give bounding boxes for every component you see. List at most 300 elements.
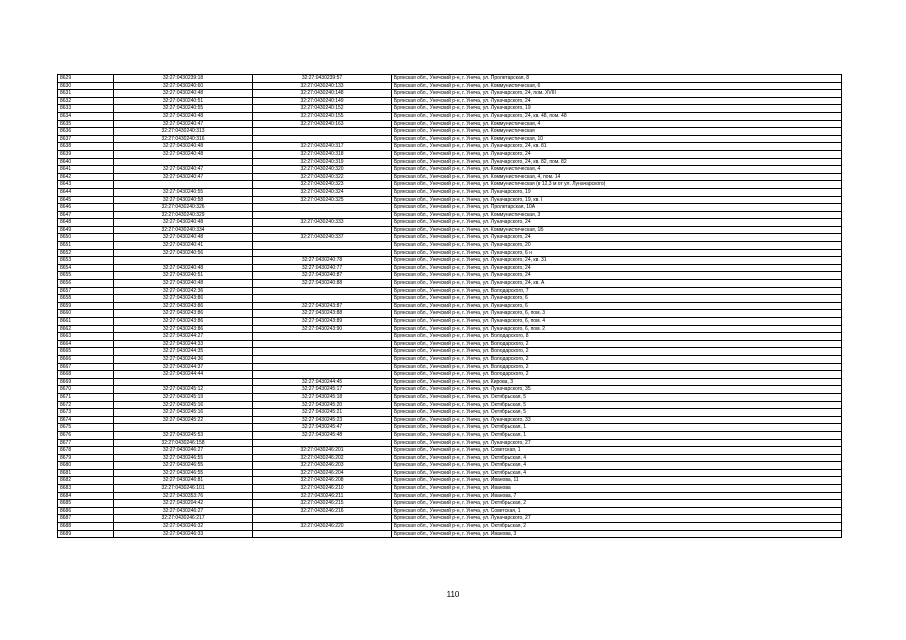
address-cell: Брянская обл., Унечский р-н, г. Унеча, ул. Луначарского, 24, кв. 82, пом. 82 bbox=[392, 158, 842, 166]
row-number-cell: 8639 bbox=[58, 150, 114, 158]
address-cell: Брянская обл., Унечский р-н, г. Унеча, ул. Луначарского, 27 bbox=[392, 515, 842, 523]
address-cell: Брянская обл., Унечский р-н, г. Унеча, ул. Советская, 1 bbox=[392, 447, 842, 455]
table-row bbox=[58, 447, 842, 455]
building-number-cell: 32:27:0430240:148 bbox=[253, 90, 392, 98]
table-row bbox=[58, 409, 842, 417]
address-cell: Брянская обл., Унечский р-н, г. Унеча, ул. Луначарского, 6 bbox=[392, 295, 842, 303]
address-cell: Брянская обл., Унечский р-н, г. Унеча, ул. Иванова bbox=[392, 485, 842, 493]
table-row bbox=[58, 196, 842, 204]
address-cell: Брянская обл., Унечский р-н, г. Унеча, ул. Луначарского, 35 bbox=[392, 386, 842, 394]
address-cell: Брянская обл., Унечский р-н, г. Унеча, ул. Иванова, 7 bbox=[392, 492, 842, 500]
parcel-number-cell: 32:27:0430240:48 bbox=[114, 112, 253, 120]
building-number-cell: 32:27:0430240:155 bbox=[253, 112, 392, 120]
table-row bbox=[58, 500, 842, 508]
building-number-cell bbox=[253, 355, 392, 363]
row-number-cell: 8664 bbox=[58, 340, 114, 348]
table-row bbox=[58, 82, 842, 90]
table-row bbox=[58, 150, 842, 158]
building-number-cell: 32:27:0430240:319 bbox=[253, 158, 392, 166]
parcel-number-cell: 32:27:0430243:86 bbox=[114, 295, 253, 303]
table-row bbox=[58, 105, 842, 113]
building-number-cell: 32:27:0430246:208 bbox=[253, 477, 392, 485]
row-number-cell: 8652 bbox=[58, 249, 114, 257]
parcel-number-cell: 32:27:0430245:16 bbox=[114, 409, 253, 417]
table-row bbox=[58, 348, 842, 356]
building-number-cell: 32:27:0430246:210 bbox=[253, 485, 392, 493]
building-number-cell: 32:27:0430240:88 bbox=[253, 280, 392, 288]
building-number-cell: 32:27:0430244:45 bbox=[253, 378, 392, 386]
address-cell: Брянская обл., Унечский р-н, г. Унеча, ул. Володарского, 2 bbox=[392, 363, 842, 371]
parcel-number-cell: 32:27:0430240:316 bbox=[114, 135, 253, 143]
row-number-cell: 8645 bbox=[58, 196, 114, 204]
row-number-cell: 8685 bbox=[58, 500, 114, 508]
table-row bbox=[58, 112, 842, 120]
address-cell: Брянская обл., Унечский р-н, г. Унеча, ул. Луначарского, 24 bbox=[392, 219, 842, 227]
parcel-number-cell: 32:27:0430239:18 bbox=[114, 75, 253, 83]
row-number-cell: 8661 bbox=[58, 318, 114, 326]
row-number-cell: 8630 bbox=[58, 82, 114, 90]
row-number-cell: 8655 bbox=[58, 272, 114, 280]
building-number-cell: 32:27:0430246:204 bbox=[253, 469, 392, 477]
row-number-cell: 8688 bbox=[58, 523, 114, 531]
table-row bbox=[58, 485, 842, 493]
parcel-number-cell: 32:27:0430244:36 bbox=[114, 355, 253, 363]
parcel-number-cell bbox=[114, 181, 253, 189]
parcel-number-cell: 32:27:0430243:86 bbox=[114, 302, 253, 310]
table-row bbox=[58, 431, 842, 439]
address-cell: Брянская обл., Унечский р-н, г. Унеча, ул. Коммунистическая, 3 bbox=[392, 211, 842, 219]
address-cell: Брянская обл., Унечский р-н, г. Унеча, ул. Октябрьская, 1 bbox=[392, 431, 842, 439]
building-number-cell bbox=[253, 204, 392, 212]
row-number-cell: 8632 bbox=[58, 97, 114, 105]
building-number-cell: 32:27:0430240:78 bbox=[253, 257, 392, 265]
table-row bbox=[58, 272, 842, 280]
row-number-cell: 8673 bbox=[58, 409, 114, 417]
row-number-cell: 8646 bbox=[58, 204, 114, 212]
address-cell: Брянская обл., Унечский р-н, г. Унеча, ул. Коммунистическая bbox=[392, 128, 842, 136]
parcel-number-cell: 32:27:0430240:48 bbox=[114, 264, 253, 272]
address-cell: Брянская обл., Унечский р-н, г. Унеча, ул. Луначарского, 24 bbox=[392, 150, 842, 158]
row-number-cell: 8667 bbox=[58, 363, 114, 371]
building-number-cell: 32:27:0430245:20 bbox=[253, 401, 392, 409]
parcel-number-cell: 32:27:0430245:19 bbox=[114, 393, 253, 401]
row-number-cell: 8638 bbox=[58, 143, 114, 151]
table-row bbox=[58, 424, 842, 432]
building-number-cell: 32:27:0430246:202 bbox=[253, 454, 392, 462]
address-cell: Брянская обл., Унечский р-н, г. Унеча, ул. Иванова, 3 bbox=[392, 530, 842, 538]
row-number-cell: 8642 bbox=[58, 173, 114, 181]
building-number-cell: 32:27:0430245:21 bbox=[253, 409, 392, 417]
building-number-cell bbox=[253, 295, 392, 303]
address-cell: Брянская обл., Унечский р-н, г. Унеча, ул. Луначарского, 20 bbox=[392, 242, 842, 250]
parcel-number-cell: 32:27:0430245:53 bbox=[114, 431, 253, 439]
table-row bbox=[58, 355, 842, 363]
address-cell: Брянская обл., Унечский р-н, г. Унеча, ул. Володарского, 2 bbox=[392, 371, 842, 379]
address-cell: Брянская обл., Унечский р-н, г. Унеча, ул. Коммунистическая, 10 bbox=[392, 135, 842, 143]
address-cell: Брянская обл., Унечский р-н, г. Унеча, ул. Пролетарская, 8 bbox=[392, 75, 842, 83]
address-cell: Брянская обл., Унечский р-н, г. Унеча, ул. Володарского, 2 bbox=[392, 355, 842, 363]
address-cell: Брянская обл., Унечский р-н, г. Унеча, ул. Луначарского, 6, пом. 2 bbox=[392, 325, 842, 333]
parcel-number-cell: 32:27:0430246:55 bbox=[114, 462, 253, 470]
table-row bbox=[58, 477, 842, 485]
row-number-cell: 8674 bbox=[58, 416, 114, 424]
address-cell: Брянская обл., Унечский р-н, г. Унеча, ул. Луначарского, 24, кв. 48, пом. 48 bbox=[392, 112, 842, 120]
parcel-number-cell: 32:27:0430240:47 bbox=[114, 120, 253, 128]
building-number-cell: 32:27:0430246:215 bbox=[253, 500, 392, 508]
address-cell: Брянская обл., Унечский р-н, г. Унеча, ул. Иванова, 11 bbox=[392, 477, 842, 485]
address-cell: Брянская обл., Унечский р-н, г. Унеча, ул. Октябрьская, 5 bbox=[392, 401, 842, 409]
address-cell: Брянская обл., Унечский р-н, г. Унеча, ул. Луначарского, 24, пом. XVIII bbox=[392, 90, 842, 98]
table-row bbox=[58, 97, 842, 105]
parcel-number-cell bbox=[114, 378, 253, 386]
table-row bbox=[58, 386, 842, 394]
row-number-cell: 8637 bbox=[58, 135, 114, 143]
parcel-number-cell: 32:27:0430243:86 bbox=[114, 310, 253, 318]
table-row bbox=[58, 143, 842, 151]
table-row bbox=[58, 363, 842, 371]
building-number-cell: 32:27:0430240:325 bbox=[253, 196, 392, 204]
table-row bbox=[58, 318, 842, 326]
parcel-number-cell: 32:27:0430246:55 bbox=[114, 469, 253, 477]
address-cell: Брянская обл., Унечский р-н, г. Унеча, ул. Октябрьская, 5 bbox=[392, 393, 842, 401]
address-cell: Брянская обл., Унечский р-н, г. Унеча, ул. Володарского, 2 bbox=[392, 348, 842, 356]
row-number-cell: 8633 bbox=[58, 105, 114, 113]
building-number-cell bbox=[253, 211, 392, 219]
row-number-cell: 8636 bbox=[58, 128, 114, 136]
row-number-cell: 8669 bbox=[58, 378, 114, 386]
address-cell: Брянская обл., Унечский р-н, г. Унеча, ул. Коммунистическая (в 12,3 м от ул. Луначарского) bbox=[392, 181, 842, 189]
table-row bbox=[58, 310, 842, 318]
table-row bbox=[58, 90, 842, 98]
parcel-number-cell: 32:27:0430245:16 bbox=[114, 401, 253, 409]
parcel-number-cell: 32:27:0430240:48 bbox=[114, 280, 253, 288]
table-row bbox=[58, 393, 842, 401]
parcel-number-cell: 32:27:0430246:32 bbox=[114, 523, 253, 531]
address-cell: Брянская обл., Унечский р-н, г. Унеча, ул. Володарского, 2 bbox=[392, 340, 842, 348]
address-cell: Брянская обл., Унечский р-н, г. Унеча, ул. Коммунистическая, 6 bbox=[392, 82, 842, 90]
row-number-cell: 8666 bbox=[58, 355, 114, 363]
row-number-cell: 8662 bbox=[58, 325, 114, 333]
parcel-number-cell: 32:27:0430240:329 bbox=[114, 211, 253, 219]
row-number-cell: 8681 bbox=[58, 469, 114, 477]
row-number-cell: 8684 bbox=[58, 492, 114, 500]
row-number-cell: 8687 bbox=[58, 515, 114, 523]
table-row bbox=[58, 302, 842, 310]
table-row bbox=[58, 75, 842, 83]
address-cell: Брянская обл., Унечский р-н, г. Унеча, ул. Октябрьская, 4 bbox=[392, 469, 842, 477]
table-row bbox=[58, 242, 842, 250]
building-number-cell: 32:27:0430240:163 bbox=[253, 120, 392, 128]
table-row bbox=[58, 454, 842, 462]
row-number-cell: 8656 bbox=[58, 280, 114, 288]
row-number-cell: 8649 bbox=[58, 226, 114, 234]
parcel-number-cell: 32:27:0430246:27 bbox=[114, 507, 253, 515]
building-number-cell: 32:27:0430243:89 bbox=[253, 318, 392, 326]
address-cell: Брянская обл., Унечский р-н, г. Унеча, ул. Луначарского, 19 bbox=[392, 188, 842, 196]
parcel-number-cell: 32:27:0430240:41 bbox=[114, 242, 253, 250]
row-number-cell: 8660 bbox=[58, 310, 114, 318]
parcel-number-cell: 32:27:0430245:12 bbox=[114, 386, 253, 394]
row-number-cell: 8647 bbox=[58, 211, 114, 219]
building-number-cell: 32:27:0430239:57 bbox=[253, 75, 392, 83]
row-number-cell: 8679 bbox=[58, 454, 114, 462]
row-number-cell: 8682 bbox=[58, 477, 114, 485]
address-cell: Брянская обл., Унечский р-н, г. Унеча, ул. Октябрьская, 2 bbox=[392, 500, 842, 508]
building-number-cell: 32:27:0430246:201 bbox=[253, 447, 392, 455]
address-cell: Брянская обл., Унечский р-н, г. Унеча, ул. Луначарского, 24 bbox=[392, 234, 842, 242]
building-number-cell: 32:27:0430245:47 bbox=[253, 424, 392, 432]
building-number-cell: 32:27:0430240:322 bbox=[253, 173, 392, 181]
parcel-number-cell bbox=[114, 158, 253, 166]
row-number-cell: 8689 bbox=[58, 530, 114, 538]
building-number-cell: 32:27:0430240:323 bbox=[253, 181, 392, 189]
row-number-cell: 8678 bbox=[58, 447, 114, 455]
row-number-cell: 8651 bbox=[58, 242, 114, 250]
parcel-number-cell: 32:27:0430240:55 bbox=[114, 188, 253, 196]
address-cell: Брянская обл., Унечский р-н, г. Унеча, ул. Луначарского, 24 bbox=[392, 272, 842, 280]
parcel-number-cell: 32:27:0430243:86 bbox=[114, 325, 253, 333]
address-cell: Брянская обл., Унечский р-н, г. Унеча, ул. Луначарского, 6, пом. 4 bbox=[392, 318, 842, 326]
parcel-number-cell: 32:27:0430240:47 bbox=[114, 173, 253, 181]
building-number-cell: 32:27:0430243:87 bbox=[253, 302, 392, 310]
registry-table bbox=[57, 74, 842, 538]
address-cell: Брянская обл., Унечский р-н, г. Унеча, ул. Октябрьская, 5 bbox=[392, 409, 842, 417]
parcel-number-cell: 32:27:0430243:86 bbox=[114, 318, 253, 326]
table-row bbox=[58, 120, 842, 128]
parcel-number-cell: 32:27:0430240:48 bbox=[114, 90, 253, 98]
table-row bbox=[58, 226, 842, 234]
parcel-number-cell: 32:27:0430246:217 bbox=[114, 515, 253, 523]
building-number-cell bbox=[253, 128, 392, 136]
building-number-cell: 32:27:0430245:48 bbox=[253, 431, 392, 439]
address-cell: Брянская обл., Унечский р-н, г. Унеча, ул. Коммунистическая, 1Б bbox=[392, 226, 842, 234]
parcel-number-cell: 32:27:0430244:27 bbox=[114, 333, 253, 341]
table-row bbox=[58, 295, 842, 303]
address-cell: Брянская обл., Унечский р-н, г. Унеча, ул. Луначарского, 27 bbox=[392, 439, 842, 447]
parcel-number-cell: 32:27:0430240:48 bbox=[114, 234, 253, 242]
page-number: 110 bbox=[446, 590, 460, 599]
building-number-cell bbox=[253, 371, 392, 379]
row-number-cell: 8648 bbox=[58, 219, 114, 227]
address-cell: Брянская обл., Унечский р-н, г. Унеча, ул. Луначарского, 24 bbox=[392, 97, 842, 105]
address-cell: Брянская обл., Унечский р-н, г. Унеча, ул. Луначарского, 33 bbox=[392, 416, 842, 424]
address-cell: Брянская обл., Унечский р-н, г. Унеча, ул. Октябрьская, 4 bbox=[392, 454, 842, 462]
building-number-cell bbox=[253, 135, 392, 143]
table-row bbox=[58, 325, 842, 333]
building-number-cell: 32:27:0430240:320 bbox=[253, 166, 392, 174]
table-row bbox=[58, 492, 842, 500]
parcel-number-cell: 32:27:0430244:35 bbox=[114, 348, 253, 356]
address-cell: Брянская обл., Унечский р-н, г. Унеча, ул. Октябрьская, 2 bbox=[392, 523, 842, 531]
parcel-number-cell bbox=[114, 257, 253, 265]
building-number-cell bbox=[253, 439, 392, 447]
address-cell: Брянская обл., Унечский р-н, г. Унеча, ул. Луначарского, 19 bbox=[392, 105, 842, 113]
table-row bbox=[58, 234, 842, 242]
parcel-number-cell: 32:27:0430240:313 bbox=[114, 128, 253, 136]
registry-table-body bbox=[58, 75, 842, 538]
building-number-cell: 32:27:0430240:149 bbox=[253, 97, 392, 105]
row-number-cell: 8668 bbox=[58, 371, 114, 379]
building-number-cell bbox=[253, 348, 392, 356]
table-row bbox=[58, 333, 842, 341]
building-number-cell: 32:27:0430245:17 bbox=[253, 386, 392, 394]
table-row bbox=[58, 204, 842, 212]
table-row bbox=[58, 166, 842, 174]
parcel-number-cell: 32:27:0430240:334 bbox=[114, 226, 253, 234]
row-number-cell: 8631 bbox=[58, 90, 114, 98]
address-cell: Брянская обл., Унечский р-н, г. Унеча, ул. Пролетарская, 10А bbox=[392, 204, 842, 212]
table-row bbox=[58, 523, 842, 531]
table-row bbox=[58, 128, 842, 136]
building-number-cell bbox=[253, 515, 392, 523]
row-number-cell: 8653 bbox=[58, 257, 114, 265]
parcel-number-cell: 32:27:0430245:22 bbox=[114, 416, 253, 424]
table-row bbox=[58, 439, 842, 447]
parcel-number-cell: 32:27:0430244:44 bbox=[114, 371, 253, 379]
parcel-number-cell: 32:27:0430240:47 bbox=[114, 166, 253, 174]
parcel-number-cell: 32:27:0430353:76 bbox=[114, 492, 253, 500]
table-row bbox=[58, 340, 842, 348]
address-cell: Брянская обл., Унечский р-н, г. Унеча, ул. Луначарского, 24, кв. А bbox=[392, 280, 842, 288]
table-row bbox=[58, 416, 842, 424]
row-number-cell: 8680 bbox=[58, 462, 114, 470]
building-number-cell: 32:27:0430240:333 bbox=[253, 219, 392, 227]
parcel-number-cell: 32:27:0430204:42 bbox=[114, 500, 253, 508]
table-row bbox=[58, 462, 842, 470]
address-cell: Брянская обл., Унечский р-н, г. Унеча, ул. Октябрьская, 1 bbox=[392, 424, 842, 432]
address-cell: Брянская обл., Унечский р-н, г. Унеча, ул. Кирова, 3 bbox=[392, 378, 842, 386]
table-row bbox=[58, 378, 842, 386]
row-number-cell: 8676 bbox=[58, 431, 114, 439]
parcel-number-cell: 32:27:0430242:36 bbox=[114, 287, 253, 295]
table-row bbox=[58, 515, 842, 523]
parcel-number-cell: 32:27:0430246:33 bbox=[114, 530, 253, 538]
parcel-number-cell: 32:27:0430240:326 bbox=[114, 204, 253, 212]
row-number-cell: 8640 bbox=[58, 158, 114, 166]
row-number-cell: 8659 bbox=[58, 302, 114, 310]
parcel-number-cell: 32:27:0430244:33 bbox=[114, 340, 253, 348]
row-number-cell: 8650 bbox=[58, 234, 114, 242]
address-cell: Брянская обл., Унечский р-н, г. Унеча, ул. Октябрьская, 4 bbox=[392, 462, 842, 470]
row-number-cell: 8654 bbox=[58, 264, 114, 272]
row-number-cell: 8657 bbox=[58, 287, 114, 295]
building-number-cell bbox=[253, 226, 392, 234]
parcel-number-cell: 32:27:0430240:48 bbox=[114, 143, 253, 151]
building-number-cell: 32:27:0430240:152 bbox=[253, 105, 392, 113]
row-number-cell: 8641 bbox=[58, 166, 114, 174]
building-number-cell: 32:27:0430245:23 bbox=[253, 416, 392, 424]
parcel-number-cell: 32:27:0430244:37 bbox=[114, 363, 253, 371]
row-number-cell: 8635 bbox=[58, 120, 114, 128]
row-number-cell: 8677 bbox=[58, 439, 114, 447]
address-cell: Брянская обл., Унечский р-н, г. Унеча, ул. Луначарского, 6 н bbox=[392, 249, 842, 257]
table-row bbox=[58, 173, 842, 181]
address-cell: Брянская обл., Унечский р-н, г. Унеча, ул. Луначарского, 6 bbox=[392, 302, 842, 310]
building-number-cell: 32:27:0430246:211 bbox=[253, 492, 392, 500]
table-row bbox=[58, 507, 842, 515]
building-number-cell: 32:27:0430240:87 bbox=[253, 272, 392, 280]
building-number-cell: 32:27:0430240:318 bbox=[253, 150, 392, 158]
parcel-number-cell bbox=[114, 424, 253, 432]
parcel-number-cell: 32:27:0430240:60 bbox=[114, 82, 253, 90]
row-number-cell: 8629 bbox=[58, 75, 114, 83]
building-number-cell bbox=[253, 340, 392, 348]
row-number-cell: 8634 bbox=[58, 112, 114, 120]
table-row bbox=[58, 401, 842, 409]
building-number-cell: 32:27:0430240:317 bbox=[253, 143, 392, 151]
table-row bbox=[58, 530, 842, 538]
building-number-cell: 32:27:0430240:324 bbox=[253, 188, 392, 196]
table-row bbox=[58, 181, 842, 189]
building-number-cell: 32:27:0430243:90 bbox=[253, 325, 392, 333]
building-number-cell bbox=[253, 333, 392, 341]
address-cell: Брянская обл., Унечский р-н, г. Унеча, ул. Советская, 1 bbox=[392, 507, 842, 515]
table-row bbox=[58, 158, 842, 166]
address-cell: Брянская обл., Унечский р-н, г. Унеча, ул. Коммунистическая, 4, пом. 14 bbox=[392, 173, 842, 181]
table-row bbox=[58, 257, 842, 265]
row-number-cell: 8686 bbox=[58, 507, 114, 515]
table-row bbox=[58, 371, 842, 379]
address-cell: Брянская обл., Унечский р-н, г. Унеча, ул. Володарского, 8 bbox=[392, 333, 842, 341]
parcel-number-cell: 32:27:0430246:81 bbox=[114, 477, 253, 485]
parcel-number-cell: 32:27:0430240:58 bbox=[114, 196, 253, 204]
building-number-cell: 32:27:0430243:88 bbox=[253, 310, 392, 318]
row-number-cell: 8643 bbox=[58, 181, 114, 189]
row-number-cell: 8644 bbox=[58, 188, 114, 196]
parcel-number-cell: 32:27:0430240:55 bbox=[114, 105, 253, 113]
row-number-cell: 8671 bbox=[58, 393, 114, 401]
row-number-cell: 8665 bbox=[58, 348, 114, 356]
address-cell: Брянская обл., Унечский р-н, г. Унеча, ул. Луначарского, 24, кв. 31 bbox=[392, 257, 842, 265]
building-number-cell bbox=[253, 530, 392, 538]
building-number-cell: 32:27:0430240:77 bbox=[253, 264, 392, 272]
address-cell: Брянская обл., Унечский р-н, г. Унеча, ул. Коммунистическая, 4 bbox=[392, 166, 842, 174]
building-number-cell: 32:27:0430246:203 bbox=[253, 462, 392, 470]
address-cell: Брянская обл., Унечский р-н, г. Унеча, ул. Володарского, 7 bbox=[392, 287, 842, 295]
row-number-cell: 8670 bbox=[58, 386, 114, 394]
parcel-number-cell: 32:27:0430246:55 bbox=[114, 454, 253, 462]
building-number-cell bbox=[253, 249, 392, 257]
address-cell: Брянская обл., Унечский р-н, г. Унеча, ул. Луначарского, 19, кв. I bbox=[392, 196, 842, 204]
table-row bbox=[58, 188, 842, 196]
table-row bbox=[58, 264, 842, 272]
parcel-number-cell: 32:27:0430240:56 bbox=[114, 249, 253, 257]
row-number-cell: 8663 bbox=[58, 333, 114, 341]
building-number-cell: 32:27:0430240:133 bbox=[253, 82, 392, 90]
building-number-cell bbox=[253, 287, 392, 295]
table-row bbox=[58, 219, 842, 227]
parcel-number-cell: 32:27:0430240:48 bbox=[114, 219, 253, 227]
parcel-number-cell: 32:27:0430240:51 bbox=[114, 272, 253, 280]
building-number-cell: 32:27:0430245:18 bbox=[253, 393, 392, 401]
table-row bbox=[58, 287, 842, 295]
table-row bbox=[58, 135, 842, 143]
address-cell: Брянская обл., Унечский р-н, г. Унеча, ул. Луначарского, 6, пом. 3 bbox=[392, 310, 842, 318]
table-row bbox=[58, 280, 842, 288]
address-cell: Брянская обл., Унечский р-н, г. Унеча, ул. Коммунистическая, 4 bbox=[392, 120, 842, 128]
row-number-cell: 8658 bbox=[58, 295, 114, 303]
row-number-cell: 8675 bbox=[58, 424, 114, 432]
parcel-number-cell: 32:27:0430246:101 bbox=[114, 485, 253, 493]
parcel-number-cell: 32:27:0430240:51 bbox=[114, 97, 253, 105]
table-row bbox=[58, 249, 842, 257]
building-number-cell: 32:27:0430240:337 bbox=[253, 234, 392, 242]
parcel-number-cell: 32:27:0430240:48 bbox=[114, 150, 253, 158]
table-row bbox=[58, 211, 842, 219]
table-row bbox=[58, 469, 842, 477]
address-cell: Брянская обл., Унечский р-н, г. Унеча, ул. Луначарского, 24, кв. 81 bbox=[392, 143, 842, 151]
row-number-cell: 8672 bbox=[58, 401, 114, 409]
